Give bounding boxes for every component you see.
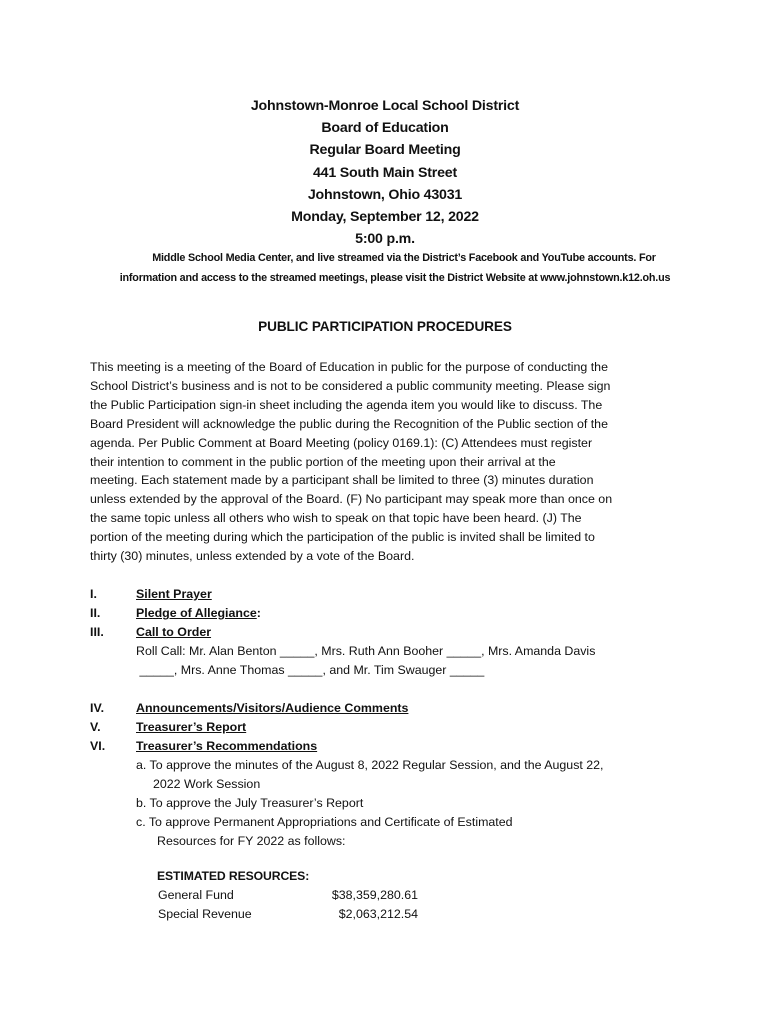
resource-amount: $38,359,280.61 — [331, 888, 418, 902]
agenda-item-suffix: : — [256, 606, 261, 620]
agenda-item-number: III. — [90, 625, 104, 639]
board-name: Board of Education — [321, 120, 449, 137]
agenda-item-label-wrap — [136, 604, 261, 623]
intro-paragraph — [90, 358, 688, 566]
venue-notice — [0, 248, 770, 288]
agenda-item-number: II. — [90, 606, 101, 620]
meeting-header — [0, 95, 770, 250]
agenda-item-label: Treasurer’s Report — [136, 720, 247, 734]
agenda-item-label: Call to Order — [136, 625, 212, 639]
recommendation-text: c. To approve Permanent Appropriations and Certificate of Estimated — [136, 815, 513, 829]
meeting-date: Monday, September 12, 2022 — [291, 209, 479, 226]
section-title: PUBLIC PARTICIPATION PROCEDURES — [258, 319, 512, 334]
agenda-item-label: Announcements/Visitors/Audience Comments — [136, 701, 409, 715]
agenda-item-number: V. — [90, 720, 101, 734]
agenda-item-number: IV. — [90, 701, 105, 715]
agenda-item-number: VI. — [90, 739, 106, 753]
intro-line: School District’s business and is not to be considered a public community meeting. Please sign — [90, 378, 611, 393]
resource-row — [158, 888, 418, 907]
intro-line: portion of the meeting during which the participation of the public is invited shall be limited to — [90, 530, 595, 545]
meeting-type: Regular Board Meeting — [309, 142, 461, 159]
intro-line: Board President will acknowledge the public during the Recognition of the Public section of the — [90, 416, 608, 431]
agenda-item-label: Silent Prayer — [136, 587, 212, 601]
recommendation-text: 2022 Work Session — [153, 777, 261, 791]
city-state-zip: Johnstown, Ohio 43031 — [307, 186, 463, 203]
intro-line: unless extended by the approval of the Board. (F) No participant may speak more than once on — [90, 492, 613, 507]
venue-line-1: Middle School Media Center, and live streamed via the District’s Facebook and YouTube accounts. For — [152, 252, 656, 264]
recommendation-text: b. To approve the July Treasurer’s Report — [136, 796, 364, 810]
intro-line: the Public Participation sign-in sheet including the agenda item you would like to discuss. The — [90, 397, 603, 412]
intro-line: the same topic unless all others who wish to speak on that topic have been heard. (J) The — [90, 511, 582, 526]
agenda-item-label: Treasurer’s Recommendations — [136, 739, 318, 753]
agenda-item-number: I. — [90, 587, 97, 601]
meeting-time: 5:00 p.m. — [355, 231, 415, 248]
resource-fund-name: General Fund — [158, 888, 234, 902]
roll-call-text: Roll Call: Mr. Alan Benton _____, Mrs. Ruth Ann Booher _____, Mrs. Amanda Davis — [136, 644, 596, 658]
intro-line: This meeting is a meeting of the Board of Education in public for the purpose of conducting the — [90, 360, 608, 374]
intro-line: their intention to comment in the public portion of the meeting upon their arrival at the — [90, 454, 556, 469]
venue-line-2: information and access to the streamed meetings, please visit the District Website at www.johnstown.k12.oh.us — [119, 272, 671, 284]
street-address: 441 South Main Street — [312, 164, 457, 181]
recommendation-text: Resources for FY 2022 as follows: — [157, 834, 346, 848]
intro-line: meeting. Each statement made by a participant shall be limited to three (3) minutes duration — [90, 473, 594, 488]
district-name: Johnstown-Monroe Local School District — [250, 98, 520, 114]
resource-amount: $2,063,212.54 — [338, 907, 418, 921]
resource-fund-name: Special Revenue — [158, 907, 252, 921]
intro-line: agenda. Per Public Comment at Board Meeting (policy 0169.1): (C) Attendees must register — [90, 435, 593, 450]
resource-row — [158, 907, 418, 926]
agenda-item-label: Pledge of Allegiance — [136, 606, 257, 620]
roll-call-text: _____, Mrs. Anne Thomas _____, and Mr. Tim Swauger _____ — [136, 663, 485, 677]
recommendation-text: a. To approve the minutes of the August 8, 2022 Regular Session, and the August 22, — [136, 758, 604, 772]
intro-line: thirty (30) minutes, unless extended by a vote of the Board. — [90, 549, 415, 564]
estimated-resources-title: ESTIMATED RESOURCES: — [157, 869, 310, 883]
